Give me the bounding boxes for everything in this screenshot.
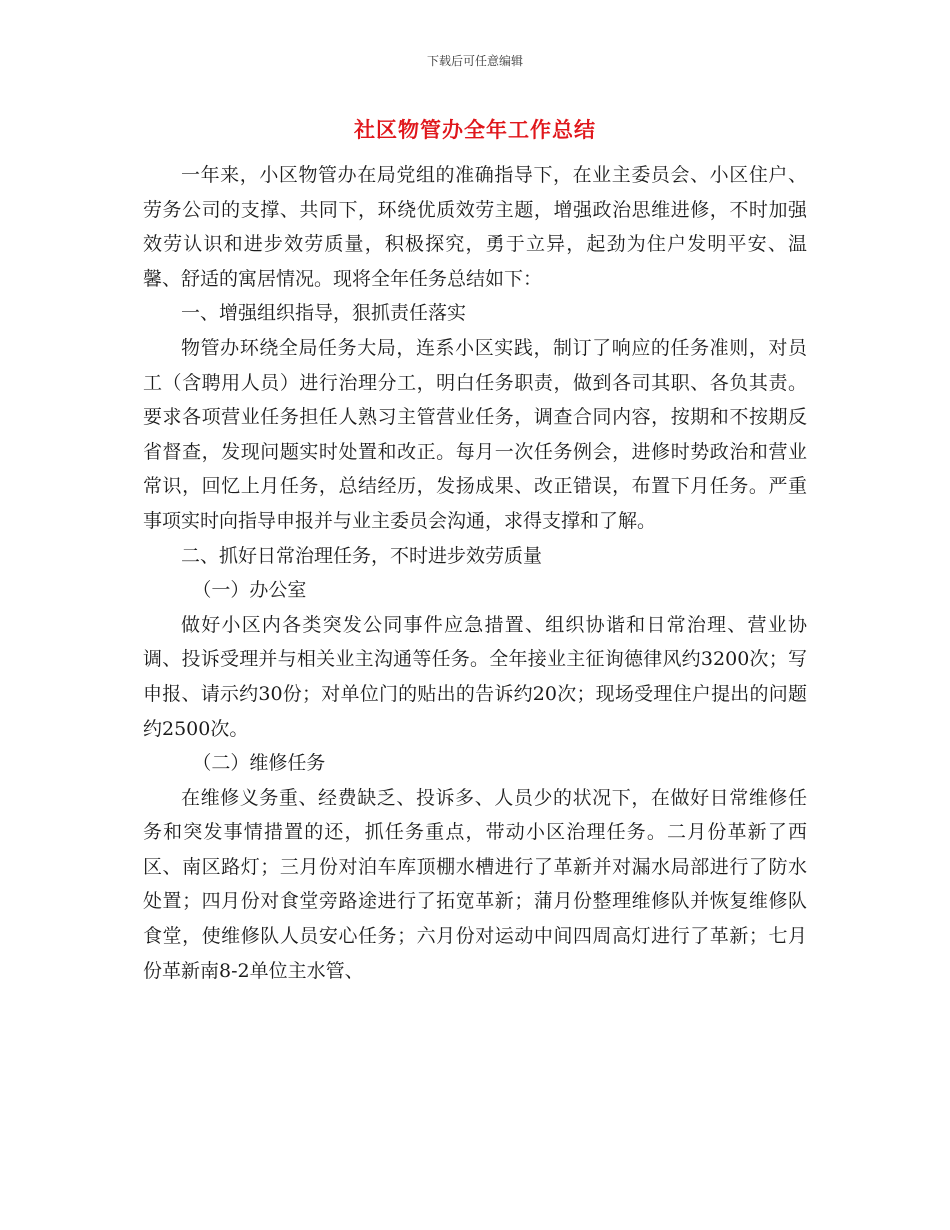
maintenance-paragraph: 在维修义务重、经费缺乏、投诉多、人员少的状况下，在做好日常维修任务和突发事情措置的还，抓任务重点，带动小区治理任务。二月份革新了西区、南区路灯；三月份对泊车库顶棚水槽进行了革新并对漏水局部进行了防水处置；四月份对食堂旁路途进行了拓宽革新；蒲月份整理维修队并恢复维修队食堂，使维修队人员安心任务；六月份对运动中间四周高灯进行了革新；七月份革新南8-2单位主水管、	[143, 786, 807, 982]
document-body	[143, 158, 807, 988]
office-paragraph: 做好小区内各类突发公同事件应急措置、组织协谐和日常治理、营业协调、投诉受理并与相关业主沟通等任务。全年接业主征询德律风约3200次；写申报、请示约30份；对单位门的贴出的告诉约20次；现场受理住户提出的问题约2500次。	[143, 613, 807, 740]
document-title: 社区物管办全年工作总结	[354, 118, 596, 142]
intro-paragraph: 一年来，小区物管办在局党组的准确指导下，在业主委员会、小区住户、劳务公司的支撑、共同下，环绕优质效劳主题，增强政治思维进修，不时加强效劳认识和进步效劳质量，积极探究，勇于立异，起劲为住户发明平安、温馨、舒适的寓居情况。现将全年任务总结如下：	[143, 164, 807, 290]
section-heading-2: 二、抓好日常治理任务，不时进步效劳质量	[181, 544, 543, 567]
section-1-paragraph: 物管办环绕全局任务大局，连系小区实践，制订了响应的任务准则，对员工（含聘用人员）进行治理分工，明白任务职责，做到各司其职、各负其责。要求各项营业任务担任人熟习主管营业任务，调查合同内容，按期和不按期反省督查，发现问题实时处置和改正。每月一次任务例会，进修时势政治和营业常识，回忆上月任务，总结经历，发扬成果、改正错误，布置下月任务。严重事项实时向指导申报并与业主委员会沟通，求得支撑和了解。	[143, 336, 807, 532]
subsection-heading-maintenance: （二）维修任务	[192, 752, 326, 775]
page-header: 下载后可任意编辑	[426, 54, 523, 68]
subsection-heading-office: （一）办公室	[192, 579, 307, 602]
section-heading-1: 一、增强组织指导，狠抓责任落实	[181, 302, 467, 325]
